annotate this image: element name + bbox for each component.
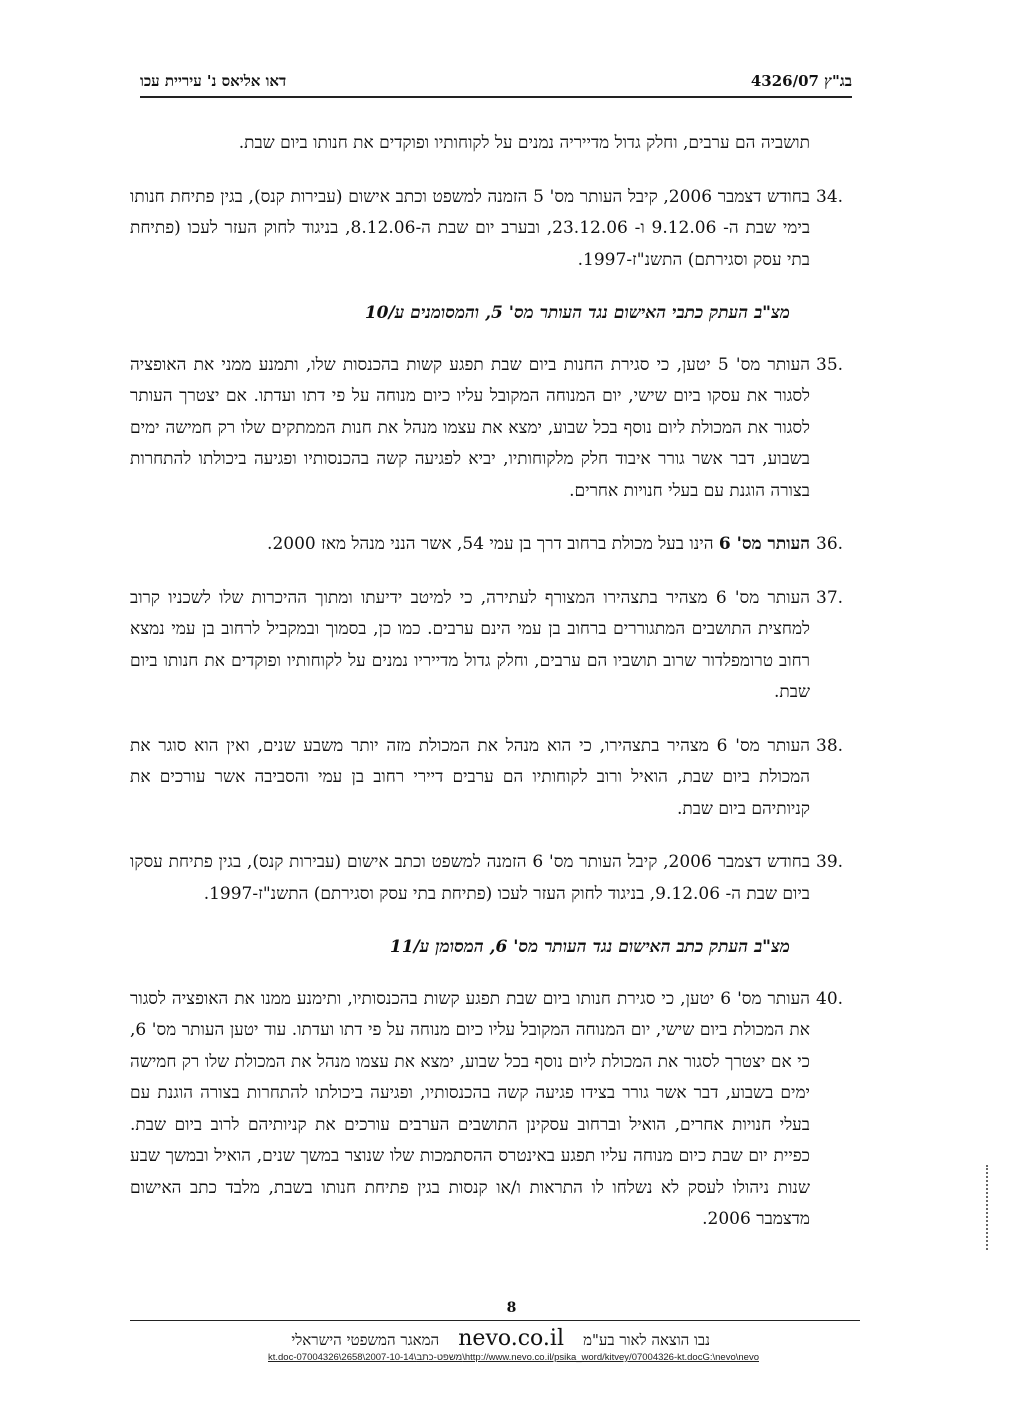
numbered-paragraph — [130, 350, 844, 508]
numbered-paragraph — [130, 583, 844, 709]
document-body — [130, 128, 844, 1258]
case-number: בג"ץ 4326/07 — [750, 72, 852, 90]
paragraph-text: העותר מס' 6 מצהיר בתצהירו, כי הוא מנהל את המכולת מזה יותר משבע שנים, ואין הוא סוגר את המכולת ביום שבת, הואיל ורוב לקוחותיו הם ערבים דיירי רחוב בן עמי והסביבה אשר עורכים את קניותיהם ביום שבת. — [130, 735, 810, 819]
paragraph-number: 37. — [816, 587, 844, 608]
paragraph-lead: העותר מס' 6 — [718, 534, 810, 554]
paragraph-number: 40. — [816, 988, 844, 1009]
paragraph-text: העותר מס' 6 יטען, כי סגירת חנותו ביום שבת תפגע קשות בהכנסותיו, ותימנע ממנו את האופציה לסגור את המכולת ביום שישי, יום המנוחה המקובל עליו כיום מנוחה על פי דתו ועדתו. עוד יטען העותר מס' 6, כי אם יצטרך לסגור את המכולת ליום נוסף בכל שבוע, ימצא את עצמו מנהל את המכולת שלו רק חמישה ימים בשבוע, דבר אשר גורר בצידו פגיעה קשה בהכנסותיו, ופגיעה ביכולתו להתחרות בצורה הוגנת עם בעלי חנויות אחרים, הואיל וברחוב עסקינן התושבים הערבים עורכים את קניותיהם לרוב ביום שבת. כפיית יום שבת כיום מנוחה עליו תפגע באינטרס ההסתמכות שלו שנוצר במשך שנים, הואיל ובמשך שבע שנות ניהולו לעסק לא נשלחו לו התראות ו/או קנסות בגין פתיחת חנותו בשבת, מלבד כתב האישום מדצמבר 2006. — [130, 988, 810, 1229]
numbered-paragraph — [130, 731, 844, 826]
sections-list — [130, 182, 844, 1236]
paragraph-number: 39. — [816, 852, 844, 872]
intro-paragraph: תושביה הם ערבים, וחלק גדול מדייריה נמנים על לקוחותיו ופוקדים את חנותו ביום שבת. — [238, 133, 810, 153]
case-parties: דאו אליאס נ' עיריית עכו — [140, 72, 287, 90]
paragraph-text: העותר מס' 6 מצהיר בתצהירו המצורף לעתירה, כי למיטב ידיעתו ומתוך ההיכרות שלו לשכניו קרוב למחצית התושבים המתגוררים ברחוב בן עמי הינם ערבים. כמו כן, בסמוך ובמקביל לרחוב בן עמי נמצא רחוב טרומפלדור שרוב תושביו הם ערבים, וחלק גדול מדייריו נמנים על לקוחותיו ופוקדים את חנותו ביום שבת. — [130, 587, 810, 702]
footer-publisher-line — [270, 1326, 710, 1351]
scan-edge-marks — [986, 1165, 991, 1250]
site-link[interactable]: nevo.co.il — [458, 1326, 564, 1351]
page-header — [140, 70, 852, 98]
paragraph-number: 35. — [816, 354, 844, 375]
paragraph-number: 36. — [816, 534, 844, 554]
paragraph-text: העותר מס' 5 יטען, כי סגירת החנות ביום שבת תפגע קשות בהכנסות שלו, ותמנע ממני את האופציה לסגור את עסקו ביום שישי, יום המנוחה המקובל עליו כיום מנוחה על פי דתו ועדתו. אם יצטרך העותר לסגור את המכולת ליום נוסף בכל שבוע, ימצא את עצמו מנהל את חנות הממתקים שלו רק חמישה ימים בשבוע, דבר אשר גורר איבוד חלק מלקוחותיו, יביא לפגיעה קשה בהכנסותיו ופגיעה ביכולתו להתחרות בצורה הוגנת עם בעלי חנויות אחרים. — [130, 354, 810, 501]
numbered-paragraph — [130, 984, 844, 1236]
footer-divider — [130, 1320, 860, 1321]
paragraph-text: הינו בעל מכולת ברחוב דרך בן עמי 54, אשר הנני מנהל מאז 2000. — [267, 534, 714, 554]
numbered-paragraph — [130, 847, 844, 910]
database-name: המאגר המשפטי הישראלי — [291, 1331, 440, 1349]
exhibit-heading: מצ"ב העתק כתב האישום נגד העותר מס' 6, המסומן ע/11 — [389, 937, 790, 957]
page-number: 8 — [506, 1300, 517, 1316]
paragraph-text: בחודש דצמבר 2006, קיבל העותר מס' 5 הזמנה למשפט וכתב אישום (עבירות קנס), בגין פתיחת חנותו בימי שבת ה- 9.12.06 ו- 23.12.06, ובערב יום שבת ה-8.12.06, בניגוד לחוק העזר לעכו (פתיחת בתי עסק וסגירתם) התשנ"ז-1997. — [130, 186, 811, 270]
exhibit-heading: מצ"ב העתק כתבי האישום נגד העותר מס' 5, והמסומנים ע/10 — [364, 303, 790, 323]
numbered-paragraph — [130, 529, 844, 561]
paragraph-number: 38. — [816, 735, 844, 756]
paragraph-text: בחודש דצמבר 2006, קיבל העותר מס' 6 הזמנה למשפט וכתב אישום (עבירות קנס), בגין פתיחת עסקו ביום שבת ה- 9.12.06, בניגוד לחוק העזר לעכו (פתיחת בתי עסק וסגירתם) התשנ"ז-1997. — [130, 852, 811, 904]
paragraph-number: 34. — [816, 186, 844, 207]
numbered-paragraph — [130, 182, 844, 277]
publisher-text: נבו הוצאה לאור בע"מ — [583, 1331, 710, 1349]
footer-file-path[interactable]: kt.doc-07004326\2658\2007-10-14\משפט-כתב\http://www.nevo.co.il/psika_word/kitvey/07004326-kt.docG:\nevo\nevo — [268, 1352, 759, 1363]
